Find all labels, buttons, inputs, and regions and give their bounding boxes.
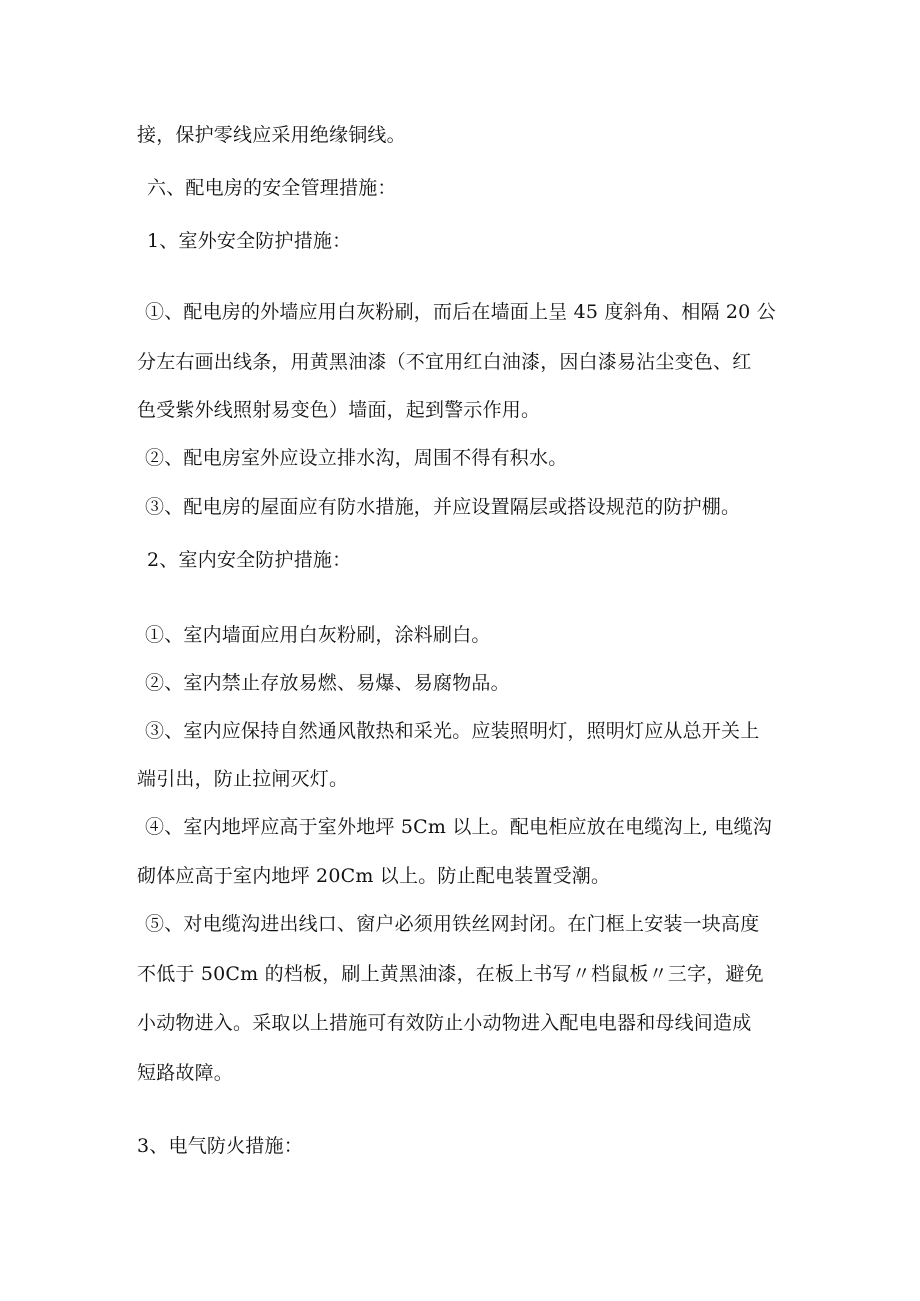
paragraph-line: 分左右画出线条，用黄黑油漆（不宜用红白油漆，因白漆易沾尘变色、红 — [137, 351, 752, 373]
paragraph-line: 短路故障。 — [137, 1062, 234, 1084]
paragraph-line: ④、室内地坪应高于室外地坪 5Cm 以上。配电柜应放在电缆沟上, 电缆沟 — [145, 816, 773, 838]
subsection-heading: 3、电气防火措施： — [137, 1135, 303, 1157]
paragraph-line: ③、配电房的屋面应有防水措施，并应设置隔层或搭设规范的防护棚。 — [145, 496, 741, 518]
paragraph-line: 砌体应高于室内地坪 20Cm 以上。防止配电装置受潮。 — [137, 865, 611, 887]
section-heading: 六、配电房的安全管理措施： — [147, 177, 397, 199]
paragraph-line: ①、配电房的外墙应用白灰粉刷，而后在墙面上呈 45 度斜角、相隔 20 公 — [145, 301, 776, 323]
paragraph-line: 接，保护零线应采用绝缘铜线。 — [137, 124, 406, 146]
paragraph-line: 小动物进入。采取以上措施可有效防止小动物进入配电电器和母线间造成 — [137, 1012, 752, 1034]
paragraph-line: ⑤、对电缆沟进出线口、窗户必须用铁丝网封闭。在门框上安装一块高度 — [145, 913, 760, 935]
paragraph-line: ②、配电房室外应设立排水沟，周围不得有积水。 — [145, 447, 568, 469]
paragraph-line: 不低于 50Cm 的档板，刷上黄黑油漆，在板上书写〃档鼠板〃三字，避免 — [137, 963, 764, 985]
subsection-heading: 1、室外安全防护措施： — [147, 230, 352, 252]
paragraph-line: ③、室内应保持自然通风散热和采光。应装照明灯，照明灯应从总开关上 — [145, 720, 760, 742]
subsection-heading: 2、室内安全防护措施： — [147, 549, 352, 571]
paragraph-line: 色受紫外线照射易变色）墙面，起到警示作用。 — [137, 399, 541, 421]
paragraph-line: ①、室内墙面应用白灰粉刷，涂料刷白。 — [145, 624, 491, 646]
paragraph-line: 端引出，防止拉闸灭灯。 — [137, 768, 349, 790]
paragraph-line: ②、室内禁止存放易燃、易爆、易腐物品。 — [145, 672, 510, 694]
